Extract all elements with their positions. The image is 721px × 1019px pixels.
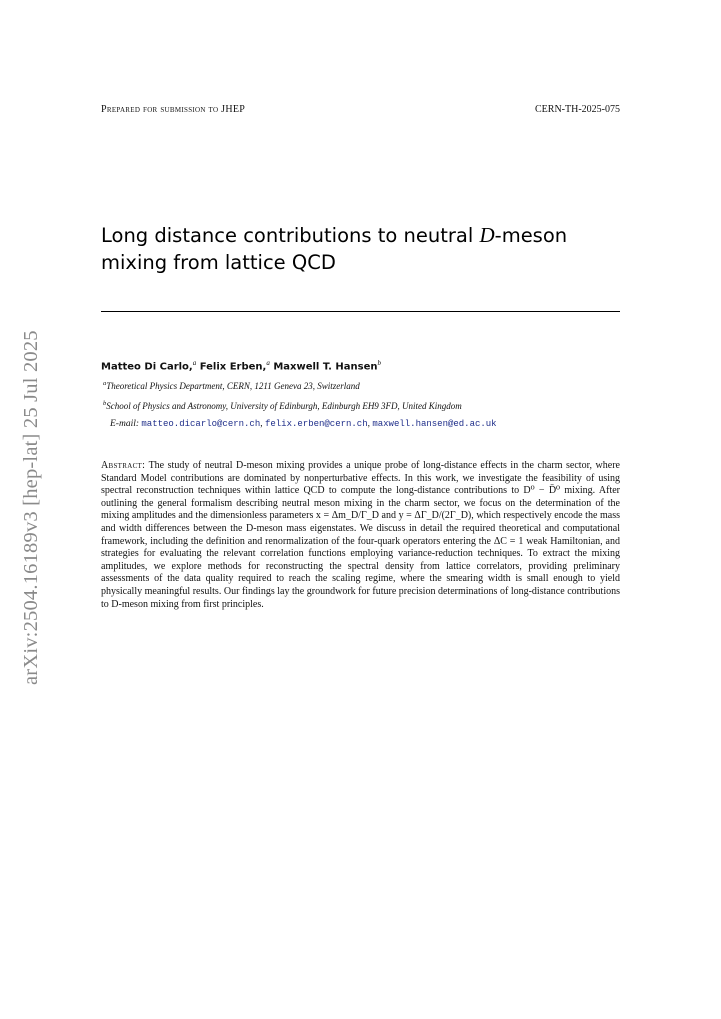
journal-note: Prepared for submission to JHEP [101,104,246,115]
abstract-label: Abstract: [101,460,146,471]
author-name: Maxwell T. Hansen [273,361,378,373]
affiliation-b [103,400,462,411]
email-line [110,419,497,429]
email-separator: , [260,419,265,429]
affiliation-text: School of Physics and Astronomy, University of Edinburgh, Edinburgh EH9 3FD, United Kingdom [106,401,462,411]
affiliation-text: Theoretical Physics Department, CERN, 1211 Geneva 23, Switzerland [106,381,360,391]
email-link[interactable]: maxwell.hansen@ed.ac.uk [372,419,497,429]
author-affil-mark: b [377,359,381,367]
email-separator: , [367,419,373,429]
affiliation-mark: b [103,400,107,407]
paper-title [101,222,621,276]
email-link[interactable]: matteo.dicarlo@cern.ch [141,419,261,429]
title-math-d: D [479,223,495,247]
abstract [101,460,620,611]
author-affil-mark: a [266,359,270,367]
email-link[interactable]: felix.erben@cern.ch [264,419,368,429]
author-name: Felix Erben, [199,361,267,373]
title-text-2: -meson mixing from lattice QCD [101,224,568,274]
affiliation-mark: a [103,380,107,387]
title-rule [101,311,620,312]
author-affil-mark: a [192,359,197,367]
author-list [101,359,381,372]
author-name: Matteo Di Carlo, [101,361,193,373]
report-number: CERN-TH-2025-075 [535,104,620,115]
arxiv-stamp: arXiv:2504.16189v3 [hep-lat] 25 Jul 2025 [20,330,42,685]
email-label: E-mail: [110,419,140,429]
abstract-text: The study of neutral D-meson mixing provides a unique probe of long-distance effects in the charm sector, where Standard Model contributions are dominated by nonperturbative effects. In this work, we investigate the feasibility of using spectral reconstruction techniques within lattice QCD to compute the long-distance contributions to D⁰ − D̄⁰ mixing. After outlining the general formalism describing neutral meson mixing in the charm sector, we focus on the determination of the mixing amplitudes and the dimensionless parameters x = Δm_D/Γ_D and y = ΔΓ_D/(2Γ_D), which respectively encode the mass and width differences between the D-meson mass eigenstates. We discuss in detail the required theoretical and computational framework, including the definition and renormalization of the four-quark operators entering the ΔC = 1 weak Hamiltonian, and strategies for evaluating the relevant correlation functions employing variance-reduction techniques. To extract the mixing amplitudes, we explore methods for reconstructing the spectral density from lattice correlators, providing preliminary assessments of the data quality required to reach the scaling regime, where the smearing width is small enough to yield physically meaningful results. Our findings lay the groundwork for future precision determinations of long-distance contributions to D-meson mixing from first principles. [101,460,620,610]
affiliation-a [103,380,360,391]
title-text-1: Long distance contributions to neutral [101,224,480,247]
